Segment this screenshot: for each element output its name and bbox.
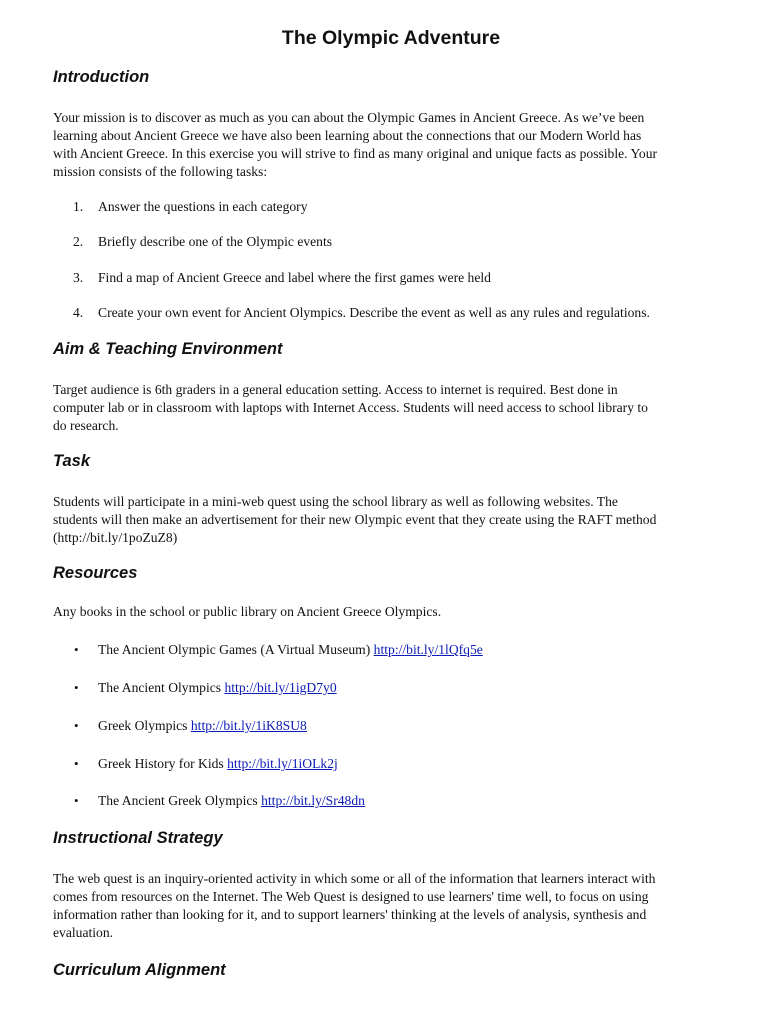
strategy-paragraph [53, 870, 725, 942]
paragraph-line: Your mission is to discover as much as you can about the Olympic Games in Ancient Greece. As we’ve been [53, 110, 645, 125]
paragraph-line: evaluation. [53, 925, 114, 940]
list-number: 4. [73, 305, 84, 320]
heading-aim-teaching-environment: Aim & Teaching Environment [53, 340, 283, 358]
resource-link[interactable]: http://bit.ly/Sr48dn [261, 793, 365, 808]
paragraph-line: Target audience is 6th graders in a general education setting. Access to internet is required. Best done in [53, 382, 618, 397]
list-item-text: Create your own event for Ancient Olympics. Describe the event as well as any rules and regulations. [98, 305, 650, 320]
resource-link[interactable]: http://bit.ly/1lQfq5e [373, 642, 483, 657]
heading-instructional-strategy: Instructional Strategy [53, 829, 223, 847]
document-title: The Olympic Adventure [281, 27, 501, 49]
bullet-icon: • [74, 793, 79, 808]
bullet-icon: • [74, 642, 79, 657]
paragraph-line: mission consists of the following tasks: [53, 164, 268, 179]
heading-introduction: Introduction [53, 68, 150, 86]
resource-title: The Ancient Olympic Games (A Virtual Museum) [98, 642, 371, 657]
paragraph-line: information rather than looking for it, and to support learners' thinking at the levels of analysis, synthesis and [53, 907, 647, 922]
paragraph-line: Students will participate in a mini-web quest using the school library as well as following websites. The [53, 494, 618, 509]
aim-paragraph [53, 381, 725, 435]
list-number: 1. [73, 199, 84, 214]
paragraph-line: computer lab or in classroom with laptops with Internet Access. Students will need access to school library to [53, 400, 648, 415]
list-item-text: Find a map of Ancient Greece and label where the first games were held [98, 270, 491, 285]
list-item-text: Answer the questions in each category [98, 199, 308, 214]
bullet-icon: • [74, 718, 79, 733]
introduction-paragraph [53, 109, 725, 181]
bullet-icon: • [74, 680, 79, 695]
paragraph-line: Any books in the school or public library on Ancient Greece Olympics. [53, 604, 442, 619]
heading-task: Task [53, 452, 90, 470]
paragraph-line: do research. [53, 418, 119, 433]
resource-title: The Ancient Olympics [98, 680, 222, 695]
paragraph-line: with Ancient Greece. In this exercise you will strive to find as many original and unique facts as possible. Your [53, 146, 658, 161]
paragraph-line: comes from resources on the Internet. The Web Quest is designed to use learners' time well, to focus on using [53, 889, 649, 904]
list-item-text: Briefly describe one of the Olympic events [98, 234, 333, 249]
resource-title: The Ancient Greek Olympics [98, 793, 258, 808]
list-number: 2. [73, 234, 84, 249]
resource-title: Greek Olympics [98, 718, 188, 733]
paragraph-line: learning about Ancient Greece we have also been learning about the connections that our Modern World has [53, 128, 642, 143]
heading-curriculum-alignment: Curriculum Alignment [53, 961, 226, 979]
heading-resources: Resources [53, 564, 138, 582]
resource-title: Greek History for Kids [98, 756, 224, 771]
task-paragraph [53, 493, 725, 547]
resource-link[interactable]: http://bit.ly/1igD7y0 [224, 680, 337, 695]
paragraph-line: students will then make an advertisement for their new Olympic event that they create using the RAFT method [53, 512, 657, 527]
resources-paragraph [53, 603, 725, 621]
resource-link[interactable]: http://bit.ly/1iK8SU8 [190, 718, 307, 733]
paragraph-line: (http://bit.ly/1poZuZ8) [53, 530, 178, 545]
resource-link[interactable]: http://bit.ly/1iOLk2j [227, 756, 338, 771]
list-number: 3. [73, 270, 84, 285]
bullet-icon: • [74, 756, 79, 771]
paragraph-line: The web quest is an inquiry-oriented activity in which some or all of the information that learners interact with [53, 871, 656, 886]
